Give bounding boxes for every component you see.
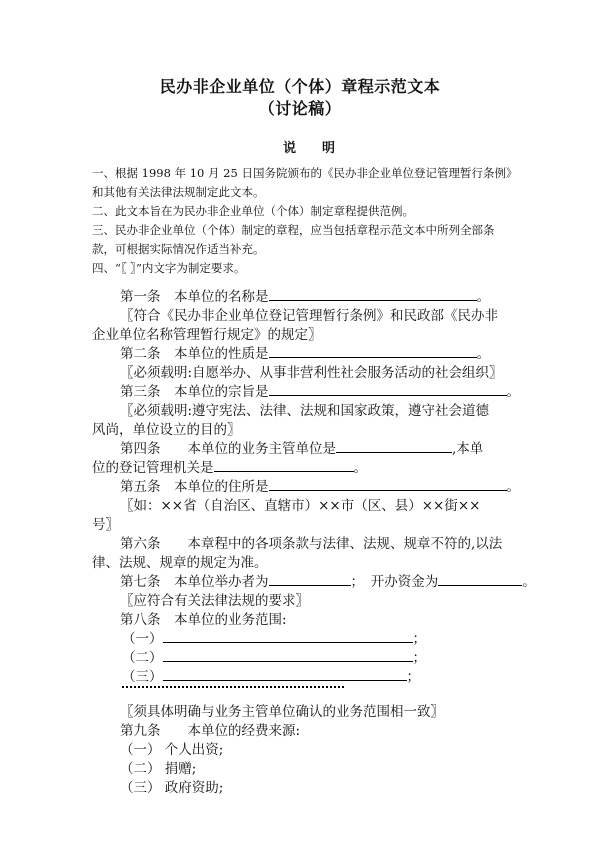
explanation-heading: 说 明 [283, 141, 336, 156]
article-9-item-1: （一） 个人出资; [120, 742, 224, 758]
article-2-end: 。 [476, 346, 490, 362]
article-4-end: 。 [353, 460, 367, 476]
article-9-label: 第九条 本单位的经费来源: [120, 723, 301, 739]
article-8-item-2-label: （二） [122, 650, 163, 666]
note-line-1: 一、根据 1998 年 10 月 25 日国务院颁布的《民办非企业单位登记管理暂行条例》 [92, 166, 518, 180]
article-8-label: 第八条 本单位的业务范围: [120, 612, 287, 628]
article-7-blank-2[interactable] [438, 571, 522, 586]
article-4-mid: ,本单 [452, 441, 484, 457]
article-4-blank-2[interactable] [214, 457, 354, 472]
article-8-item-2 [122, 646, 426, 666]
article-1 [120, 285, 490, 305]
article-9-item-2: （二） 捐赠; [120, 761, 197, 777]
article-1-label: 第一条 本单位的名称是 [120, 289, 269, 305]
article-5-note-2: 号〗 [92, 517, 119, 533]
article-4-line-2-label: 位的登记管理机关是 [92, 460, 214, 476]
article-7-mid: ； 开办资金为 [350, 574, 439, 590]
note-line-4: 三、民办非企业单位（个体）制定的章程，应当包括章程示范文本中所列全部条 [92, 223, 495, 237]
article-3-blank[interactable] [269, 381, 507, 396]
article-6-line-2: 律、法规、规章的规定为准。 [92, 555, 268, 571]
note-line-5: 款，可根据实际情况作适当补充。 [92, 242, 265, 256]
note-line-6: 四、“〖 〗”内文字为制定要求。 [92, 261, 246, 275]
document-title: 民办非企业单位（个体）章程示范文本 [159, 77, 441, 96]
article-7-note: 〖应符合有关法律法规的要求〗 [120, 593, 309, 609]
article-1-blank[interactable] [269, 286, 477, 301]
article-7 [120, 570, 536, 590]
article-8-item-3-blank[interactable] [163, 666, 407, 681]
article-9-item-3: （三） 政府资助; [120, 780, 224, 796]
article-4-line-2 [92, 456, 367, 476]
article-3-note-2: 风尚，单位设立的目的〗 [92, 422, 241, 438]
article-1-note-1: 〖符合《民办非企业单位登记管理暂行条例》和民政部《民办非 [120, 308, 498, 324]
article-3-note-1: 〖必须载明:遵守宪法、法律、法规和国家政策，遵守社会道德 [120, 403, 490, 419]
article-7-label: 第七条 本单位举办者为 [120, 574, 269, 590]
note-line-2: 和其他有关法律法规制定此文本。 [92, 185, 265, 199]
article-5-blank[interactable] [269, 476, 507, 491]
article-7-blank-1[interactable] [269, 571, 351, 586]
article-8-item-1-blank[interactable] [163, 628, 413, 643]
article-6-line-1: 第六条 本章程中的各项条款与法律、法规、规章不符的,以法 [120, 536, 503, 552]
article-4 [120, 437, 483, 457]
article-8-note: 〖须具体明确与业务主管单位确认的业务范围相一致〗 [120, 704, 444, 720]
article-8-item-1-label: （一） [122, 631, 163, 647]
article-8-item-3-semi: ； [406, 669, 420, 685]
article-8-item-1-semi: ； [412, 631, 426, 647]
article-2-note: 〖必须载明:自愿举办、从事非营利性社会服务活动的社会组织〗 [120, 365, 503, 381]
article-4-blank-1[interactable] [336, 438, 452, 453]
article-5-label: 第五条 本单位的住所是 [120, 479, 269, 495]
article-8-item-3-label: （三） [122, 669, 163, 685]
note-line-3: 二、此文本旨在为民办非企业单位（个体）制定章程提供范例。 [92, 204, 414, 218]
article-2-blank[interactable] [269, 343, 477, 358]
article-8-item-1 [122, 627, 426, 647]
article-5-note-1: 〖如：××省（自治区、直辖市）××市（区、县）××街×× [120, 498, 481, 514]
article-5 [120, 475, 520, 495]
article-3 [120, 380, 520, 400]
article-3-label: 第三条 本单位的宗旨是 [120, 384, 269, 400]
article-3-end: 。 [506, 384, 520, 400]
article-7-end: 。 [522, 574, 536, 590]
article-2-label: 第二条 本单位的性质是 [120, 346, 269, 362]
article-1-note-2: 企业单位名称管理暂行规定》的规定〗 [92, 327, 322, 343]
article-8-item-2-blank[interactable] [163, 647, 413, 662]
article-8-item-2-semi: ； [412, 650, 426, 666]
article-2 [120, 342, 490, 362]
document-subtitle: （讨论稿） [258, 99, 342, 118]
ellipsis-divider [122, 680, 344, 688]
article-4-label: 第四条 本单位的业务主管单位是 [120, 441, 336, 457]
article-1-end: 。 [476, 289, 490, 305]
article-5-end: 。 [506, 479, 520, 495]
